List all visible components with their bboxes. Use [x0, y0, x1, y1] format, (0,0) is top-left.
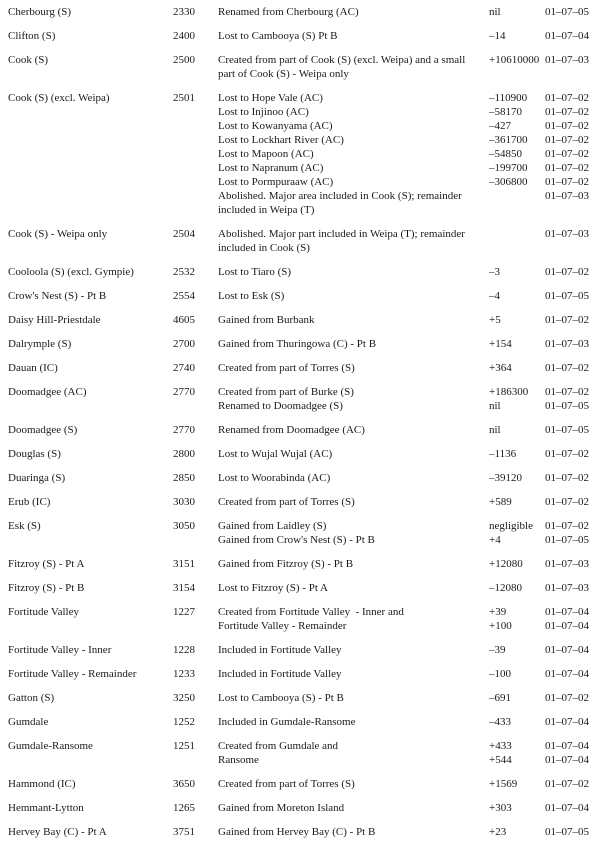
- line-date: 01–07–02: [545, 148, 589, 160]
- change-line: [195, 447, 608, 461]
- change-line: [195, 495, 608, 509]
- row-code: 3030: [173, 496, 195, 508]
- line-description: Included in Fortitude Valley: [218, 668, 342, 680]
- line-description: Renamed from Doomadgee (AC): [218, 424, 365, 436]
- table-row: [8, 471, 608, 485]
- line-description: Lost to Hope Vale (AC): [218, 92, 323, 104]
- line-area-change: +544: [489, 754, 512, 766]
- row-code: 2770: [173, 386, 195, 398]
- row-name: Duaringa (S): [8, 472, 66, 484]
- row-code: 2740: [173, 362, 195, 374]
- row-name: Fitzroy (S) - Pt A: [8, 558, 85, 570]
- row-lines: [195, 29, 608, 43]
- change-line: [195, 119, 608, 133]
- line-description: Lost to Lockhart River (AC): [218, 134, 344, 146]
- change-line: [195, 715, 608, 729]
- line-area-change: –4: [489, 290, 500, 302]
- line-date: 01–07–02: [545, 134, 589, 146]
- line-description: Created from part of Torres (S): [218, 362, 355, 374]
- line-description: included in Cook (S): [218, 242, 310, 254]
- change-line: [195, 29, 608, 43]
- line-date: 01–07–02: [545, 386, 589, 398]
- line-area-change: –199700: [489, 162, 528, 174]
- change-line: [195, 91, 608, 105]
- line-date: 01–07–04: [545, 644, 589, 656]
- line-area-change: –427: [489, 120, 511, 132]
- row-code: 4605: [173, 314, 195, 326]
- line-description: Gained from Moreton Island: [218, 802, 345, 814]
- line-area-change: –12080: [489, 582, 522, 594]
- line-area-change: negligible: [489, 520, 533, 532]
- row-code: 2700: [173, 338, 195, 350]
- line-description: Gained from Laidley (S): [218, 520, 327, 532]
- table-row: [8, 801, 608, 815]
- table-row: [8, 557, 608, 571]
- row-lines: [195, 777, 608, 791]
- change-line: [195, 203, 608, 217]
- table-row: [8, 825, 608, 839]
- line-description: Created from Gumdale and: [218, 740, 339, 752]
- line-description: Lost to Kowanyama (AC): [218, 120, 333, 132]
- row-lines: [195, 581, 608, 595]
- line-area-change: [489, 203, 545, 217]
- table-row: [8, 313, 608, 327]
- row-lines: [195, 337, 608, 351]
- line-date: 01–07–04: [545, 606, 589, 618]
- row-name: Hervey Bay (C) - Pt A: [8, 826, 107, 838]
- lga-change-table: [8, 5, 608, 839]
- line-date: 01–07–03: [545, 558, 589, 570]
- change-line: [195, 337, 608, 351]
- line-description: Renamed from Cherbourg (AC): [218, 6, 359, 18]
- line-date: 01–07–02: [545, 162, 589, 174]
- row-lines: [195, 5, 608, 19]
- row-name: Cook (S) (excl. Weipa): [8, 92, 110, 104]
- line-date: 01–07–05: [545, 400, 589, 412]
- line-description: included in Weipa (T): [218, 204, 315, 216]
- line-date: 01–07–02: [545, 266, 589, 278]
- line-area-change: +23: [489, 826, 507, 838]
- row-lines: [195, 289, 608, 303]
- line-date: [545, 241, 600, 255]
- line-date: 01–07–02: [545, 496, 589, 508]
- line-date: 01–07–03: [545, 54, 589, 66]
- line-date: 01–07–04: [545, 716, 589, 728]
- line-description: Lost to Injinoo (AC): [218, 106, 309, 118]
- line-description: Created from Fortitude Valley - Inner and: [218, 606, 404, 618]
- row-lines: [195, 825, 608, 839]
- row-name: Dauan (IC): [8, 362, 58, 374]
- line-area-change: +433: [489, 740, 512, 752]
- row-lines: [195, 227, 608, 255]
- line-date: 01–07–02: [545, 778, 589, 790]
- line-area-change: +5: [489, 314, 501, 326]
- line-area-change: –39: [489, 644, 506, 656]
- table-row: [8, 5, 608, 19]
- table-row: [8, 91, 608, 217]
- row-lines: [195, 643, 608, 657]
- change-line: [195, 67, 608, 81]
- line-date: 01–07–05: [545, 290, 589, 302]
- row-code: 2850: [173, 472, 195, 484]
- line-area-change: [489, 67, 545, 81]
- line-description: Fortitude Valley - Remainder: [218, 620, 347, 632]
- row-code: 1252: [173, 716, 195, 728]
- table-row: [8, 53, 608, 81]
- row-code: 3050: [173, 520, 195, 532]
- row-lines: [195, 423, 608, 437]
- line-date: 01–07–05: [545, 424, 589, 436]
- change-line: [195, 825, 608, 839]
- line-description: Renamed to Doomadgee (S): [218, 400, 343, 412]
- row-code: 2800: [173, 448, 195, 460]
- table-row: [8, 337, 608, 351]
- line-description: Lost to Fitzroy (S) - Pt A: [218, 582, 329, 594]
- table-row: [8, 385, 608, 413]
- line-date: 01–07–03: [545, 190, 589, 202]
- table-row: [8, 447, 608, 461]
- row-code: 2770: [173, 424, 195, 436]
- row-code: 3151: [173, 558, 195, 570]
- row-name: Daisy Hill-Priestdale: [8, 314, 101, 326]
- line-date: 01–07–02: [545, 448, 589, 460]
- table-row: [8, 361, 608, 375]
- change-line: [195, 5, 608, 19]
- line-date: 01–07–03: [545, 338, 589, 350]
- line-area-change: –14: [489, 30, 506, 42]
- row-name: Hammond (IC): [8, 778, 76, 790]
- row-name: Cooloola (S) (excl. Gympie): [8, 266, 134, 278]
- line-area-change: +39: [489, 606, 507, 618]
- change-line: [195, 265, 608, 279]
- change-line: [195, 643, 608, 657]
- table-row: [8, 265, 608, 279]
- line-date: 01–07–03: [545, 228, 589, 240]
- row-name: Douglas (S): [8, 448, 61, 460]
- change-line: [195, 53, 608, 67]
- change-line: [195, 753, 608, 767]
- line-date: 01–07–05: [545, 6, 589, 18]
- line-area-change: +364: [489, 362, 512, 374]
- row-name: Doomadgee (S): [8, 424, 78, 436]
- line-area-change: –54850: [489, 148, 522, 160]
- row-lines: [195, 265, 608, 279]
- row-name: Dalrymple (S): [8, 338, 72, 350]
- change-line: [195, 361, 608, 375]
- line-date: 01–07–02: [545, 362, 589, 374]
- line-description: Lost to Wujal Wujal (AC): [218, 448, 333, 460]
- row-lines: [195, 801, 608, 815]
- line-date: 01–07–02: [545, 176, 589, 188]
- line-area-change: +1569: [489, 778, 518, 790]
- line-description: Included in Fortitude Valley: [218, 644, 342, 656]
- change-line: [195, 399, 608, 413]
- line-area-change: +100: [489, 620, 512, 632]
- row-name: Cherbourg (S): [8, 6, 72, 18]
- line-date: [545, 67, 600, 81]
- row-lines: [195, 385, 608, 413]
- row-lines: [195, 447, 608, 461]
- line-description: Gained from Crow's Nest (S) - Pt B: [218, 534, 375, 546]
- line-area-change: –3: [489, 266, 500, 278]
- line-area-change: +10610000: [489, 54, 540, 66]
- line-area-change: –1136: [489, 448, 517, 460]
- row-lines: [195, 739, 608, 767]
- row-name: Fortitude Valley - Inner: [8, 644, 112, 656]
- change-line: [195, 423, 608, 437]
- row-lines: [195, 313, 608, 327]
- row-code: 3751: [173, 826, 195, 838]
- line-area-change: +186300: [489, 386, 529, 398]
- change-line: [195, 519, 608, 533]
- line-area-change: –306800: [489, 176, 528, 188]
- row-code: 2500: [173, 54, 195, 66]
- row-lines: [195, 519, 608, 547]
- line-area-change: +154: [489, 338, 512, 350]
- line-description: Lost to Woorabinda (AC): [218, 472, 331, 484]
- line-description: part of Cook (S) - Weipa only: [218, 68, 349, 80]
- row-code: 1227: [173, 606, 195, 618]
- line-area-change: +303: [489, 802, 512, 814]
- change-line: [195, 801, 608, 815]
- line-description: Lost to Cambooya (S) - Pt B: [218, 692, 344, 704]
- line-date: 01–07–04: [545, 620, 589, 632]
- change-line: [195, 581, 608, 595]
- line-area-change: +589: [489, 496, 512, 508]
- row-name: Hemmant-Lytton: [8, 802, 84, 814]
- line-date: 01–07–02: [545, 520, 589, 532]
- line-date: 01–07–04: [545, 740, 589, 752]
- row-code: 3154: [173, 582, 195, 594]
- line-date: 01–07–02: [545, 120, 589, 132]
- line-description: Lost to Pormpuraaw (AC): [218, 176, 334, 188]
- line-area-change: [489, 189, 545, 203]
- row-lines: [195, 557, 608, 571]
- table-row: [8, 777, 608, 791]
- change-line: [195, 147, 608, 161]
- line-description: Lost to Tiaro (S): [218, 266, 292, 278]
- change-line: [195, 189, 608, 203]
- row-code: 1251: [173, 740, 195, 752]
- row-code: 2554: [173, 290, 195, 302]
- change-line: [195, 175, 608, 189]
- change-line: [195, 313, 608, 327]
- line-description: Gained from Fitzroy (S) - Pt B: [218, 558, 354, 570]
- line-description: Abolished. Major part included in Weipa (T); remainder: [218, 228, 465, 240]
- table-row: [8, 581, 608, 595]
- line-description: Lost to Mapoon (AC): [218, 148, 314, 160]
- change-line: [195, 605, 608, 619]
- line-description: Lost to Esk (S): [218, 290, 285, 302]
- row-name: Fortitude Valley: [8, 606, 79, 618]
- change-line: [195, 471, 608, 485]
- change-line: [195, 133, 608, 147]
- row-name: Cook (S) - Weipa only: [8, 228, 108, 240]
- row-name: Fortitude Valley - Remainder: [8, 668, 137, 680]
- line-description: Ransome: [218, 754, 259, 766]
- change-line: [195, 739, 608, 753]
- row-code: 3250: [173, 692, 195, 704]
- change-line: [195, 161, 608, 175]
- row-code: 3650: [173, 778, 195, 790]
- line-area-change: +12080: [489, 558, 523, 570]
- line-description: Lost to Napranum (AC): [218, 162, 324, 174]
- row-code: 1233: [173, 668, 195, 680]
- change-line: [195, 557, 608, 571]
- row-lines: [195, 91, 608, 217]
- row-name: Esk (S): [8, 520, 41, 532]
- line-date: 01–07–02: [545, 472, 589, 484]
- change-line: [195, 691, 608, 705]
- row-name: Cook (S): [8, 54, 49, 66]
- row-name: Gumdale: [8, 716, 49, 728]
- change-line: [195, 533, 608, 547]
- line-description: Created from part of Burke (S): [218, 386, 354, 398]
- line-area-change: –110900: [489, 92, 528, 104]
- row-code: 1265: [173, 802, 195, 814]
- row-code: 2532: [173, 266, 195, 278]
- line-date: 01–07–04: [545, 802, 589, 814]
- row-name: Erub (IC): [8, 496, 51, 508]
- line-description: Gained from Hervey Bay (C) - Pt B: [218, 826, 376, 838]
- line-date: 01–07–02: [545, 92, 589, 104]
- line-description: Abolished. Major area included in Cook (S); remainder: [218, 190, 462, 202]
- line-area-change: –361700: [489, 134, 528, 146]
- table-row: [8, 495, 608, 509]
- line-area-change: –691: [489, 692, 511, 704]
- line-description: Created from part of Torres (S): [218, 778, 355, 790]
- table-row: [8, 643, 608, 657]
- table-row: [8, 227, 608, 255]
- line-area-change: nil: [489, 424, 501, 436]
- row-lines: [195, 53, 608, 81]
- row-name: Fitzroy (S) - Pt B: [8, 582, 85, 594]
- change-line: [195, 289, 608, 303]
- row-lines: [195, 361, 608, 375]
- line-date: 01–07–02: [545, 692, 589, 704]
- line-area-change: [489, 227, 545, 241]
- row-lines: [195, 605, 608, 633]
- row-name: Clifton (S): [8, 30, 56, 42]
- row-lines: [195, 691, 608, 705]
- line-description: Lost to Cambooya (S) Pt B: [218, 30, 338, 42]
- table-row: [8, 715, 608, 729]
- row-name: Crow's Nest (S) - Pt B: [8, 290, 107, 302]
- line-area-change: nil: [489, 6, 501, 18]
- line-area-change: –433: [489, 716, 511, 728]
- table-row: [8, 289, 608, 303]
- change-line: [195, 777, 608, 791]
- table-row: [8, 423, 608, 437]
- line-date: 01–07–02: [545, 314, 589, 326]
- row-lines: [195, 715, 608, 729]
- row-lines: [195, 471, 608, 485]
- row-code: 2330: [173, 6, 195, 18]
- row-code: 2400: [173, 30, 195, 42]
- change-line: [195, 227, 608, 241]
- table-row: [8, 29, 608, 43]
- line-area-change: nil: [489, 400, 501, 412]
- change-line: [195, 105, 608, 119]
- row-name: Gumdale-Ransome: [8, 740, 93, 752]
- line-date: 01–07–04: [545, 668, 589, 680]
- line-description: Gained from Thuringowa (C) - Pt B: [218, 338, 377, 350]
- table-row: [8, 605, 608, 633]
- line-area-change: [489, 241, 545, 255]
- change-line: [195, 385, 608, 399]
- row-code: 2504: [173, 228, 195, 240]
- change-line: [195, 667, 608, 681]
- line-area-change: +4: [489, 534, 501, 546]
- row-name: Doomadgee (AC): [8, 386, 87, 398]
- line-date: 01–07–03: [545, 582, 589, 594]
- line-date: 01–07–04: [545, 30, 589, 42]
- line-date: 01–07–05: [545, 534, 589, 546]
- table-row: [8, 691, 608, 705]
- row-code: 2501: [173, 92, 195, 104]
- line-date: 01–07–04: [545, 754, 589, 766]
- row-lines: [195, 495, 608, 509]
- line-date: [545, 203, 600, 217]
- row-lines: [195, 667, 608, 681]
- row-name: Gatton (S): [8, 692, 55, 704]
- line-description: Created from part of Torres (S): [218, 496, 355, 508]
- change-line: [195, 619, 608, 633]
- line-description: Created from part of Cook (S) (excl. Weipa) and a small: [218, 54, 466, 66]
- line-description: Included in Gumdale-Ransome: [218, 716, 356, 728]
- change-line: [195, 241, 608, 255]
- line-date: 01–07–05: [545, 826, 589, 838]
- line-area-change: –100: [489, 668, 511, 680]
- row-code: 1228: [173, 644, 195, 656]
- table-row: [8, 519, 608, 547]
- line-area-change: –58170: [489, 106, 522, 118]
- line-description: Gained from Burbank: [218, 314, 315, 326]
- table-row: [8, 667, 608, 681]
- line-date: 01–07–02: [545, 106, 589, 118]
- table-row: [8, 739, 608, 767]
- line-area-change: –39120: [489, 472, 522, 484]
